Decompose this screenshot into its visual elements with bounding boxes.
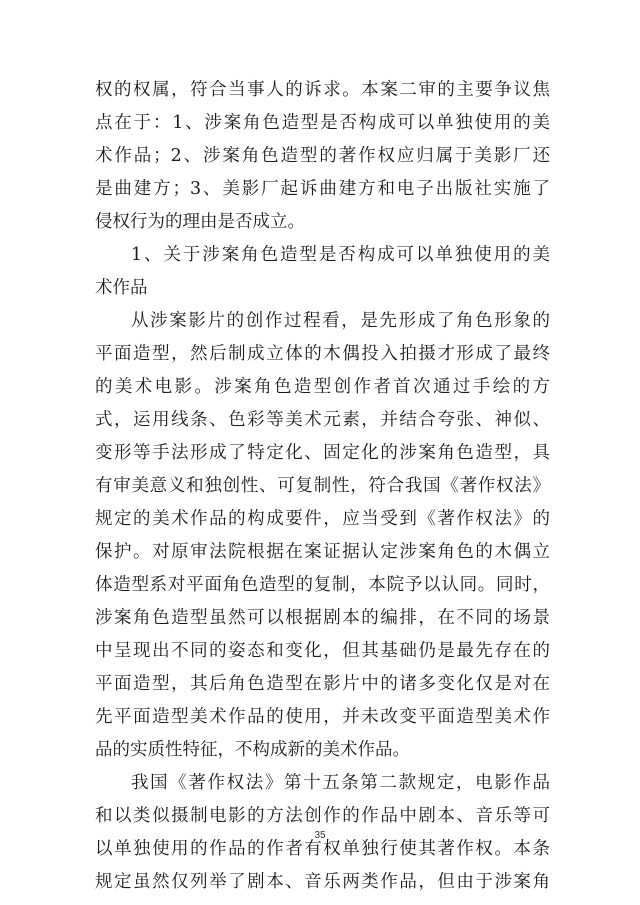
- text-line: 是曲建方；3、美影厂起诉曲建方和电子出版社实施了: [95, 179, 550, 199]
- text-line: 平面造型，其后角色造型在影片中的诸多变化仅是对在: [95, 674, 550, 694]
- text-line: 中呈现出不同的姿态和变化，但其基础仍是最先存在的: [95, 641, 550, 661]
- text-line: 从涉案影片的创作过程看，是先形成了角色形象的: [131, 311, 550, 331]
- text-line: 品的实质性特征，不构成新的美术作品。: [95, 740, 410, 760]
- text-line: 保护。对原审法院根据在案证据认定涉案角色的木偶立: [95, 542, 550, 562]
- text-line: 术作品；2、涉案角色造型的著作权应归属于美影厂还: [95, 146, 550, 166]
- text-line: 规定虽然仅列举了剧本、音乐两类作品，但由于涉案角: [95, 872, 550, 892]
- text-line: 涉案角色造型虽然可以根据剧本的编排，在不同的场景: [95, 608, 550, 628]
- text-line: 和以类似摄制电影的方法创作的作品中剧本、音乐等可: [95, 806, 550, 826]
- text-line: 权的权属，符合当事人的诉求。本案二审的主要争议焦: [95, 80, 550, 100]
- text-line: 点在于：1、涉案角色造型是否构成可以单独使用的美: [95, 113, 550, 133]
- text-line: 有审美意义和独创性、可复制性，符合我国《著作权法》: [95, 476, 550, 496]
- section-heading-line: 术作品: [95, 278, 148, 298]
- text-line: 的美术电影。涉案角色造型创作者首次通过手绘的方: [95, 377, 550, 397]
- text-line: 规定的美术作品的构成要件，应当受到《著作权法》的: [95, 509, 550, 529]
- body-text: [95, 74, 550, 899]
- section-heading-line: 1、关于涉案角色造型是否构成可以单独使用的美: [131, 245, 550, 265]
- text-line: 以单独使用的作品的作者有权单独行使其著作权。本条: [95, 839, 550, 859]
- text-line: 我国《著作权法》第十五条第二款规定，电影作品: [131, 773, 550, 793]
- text-line: 平面造型，然后制成立体的木偶投入拍摄才形成了最终: [95, 344, 550, 364]
- text-line: 先平面造型美术作品的使用，并未改变平面造型美术作: [95, 707, 550, 727]
- text-line: 变形等手法形成了特定化、固定化的涉案角色造型，具: [95, 443, 550, 463]
- text-line: 体造型系对平面角色造型的复制，本院予以认同。同时，: [95, 575, 550, 595]
- text-line: 式，运用线条、色彩等美术元素，并结合夸张、神似、: [95, 410, 550, 430]
- text-line: 侵权行为的理由是否成立。: [95, 212, 305, 232]
- page-number: 35: [314, 830, 326, 841]
